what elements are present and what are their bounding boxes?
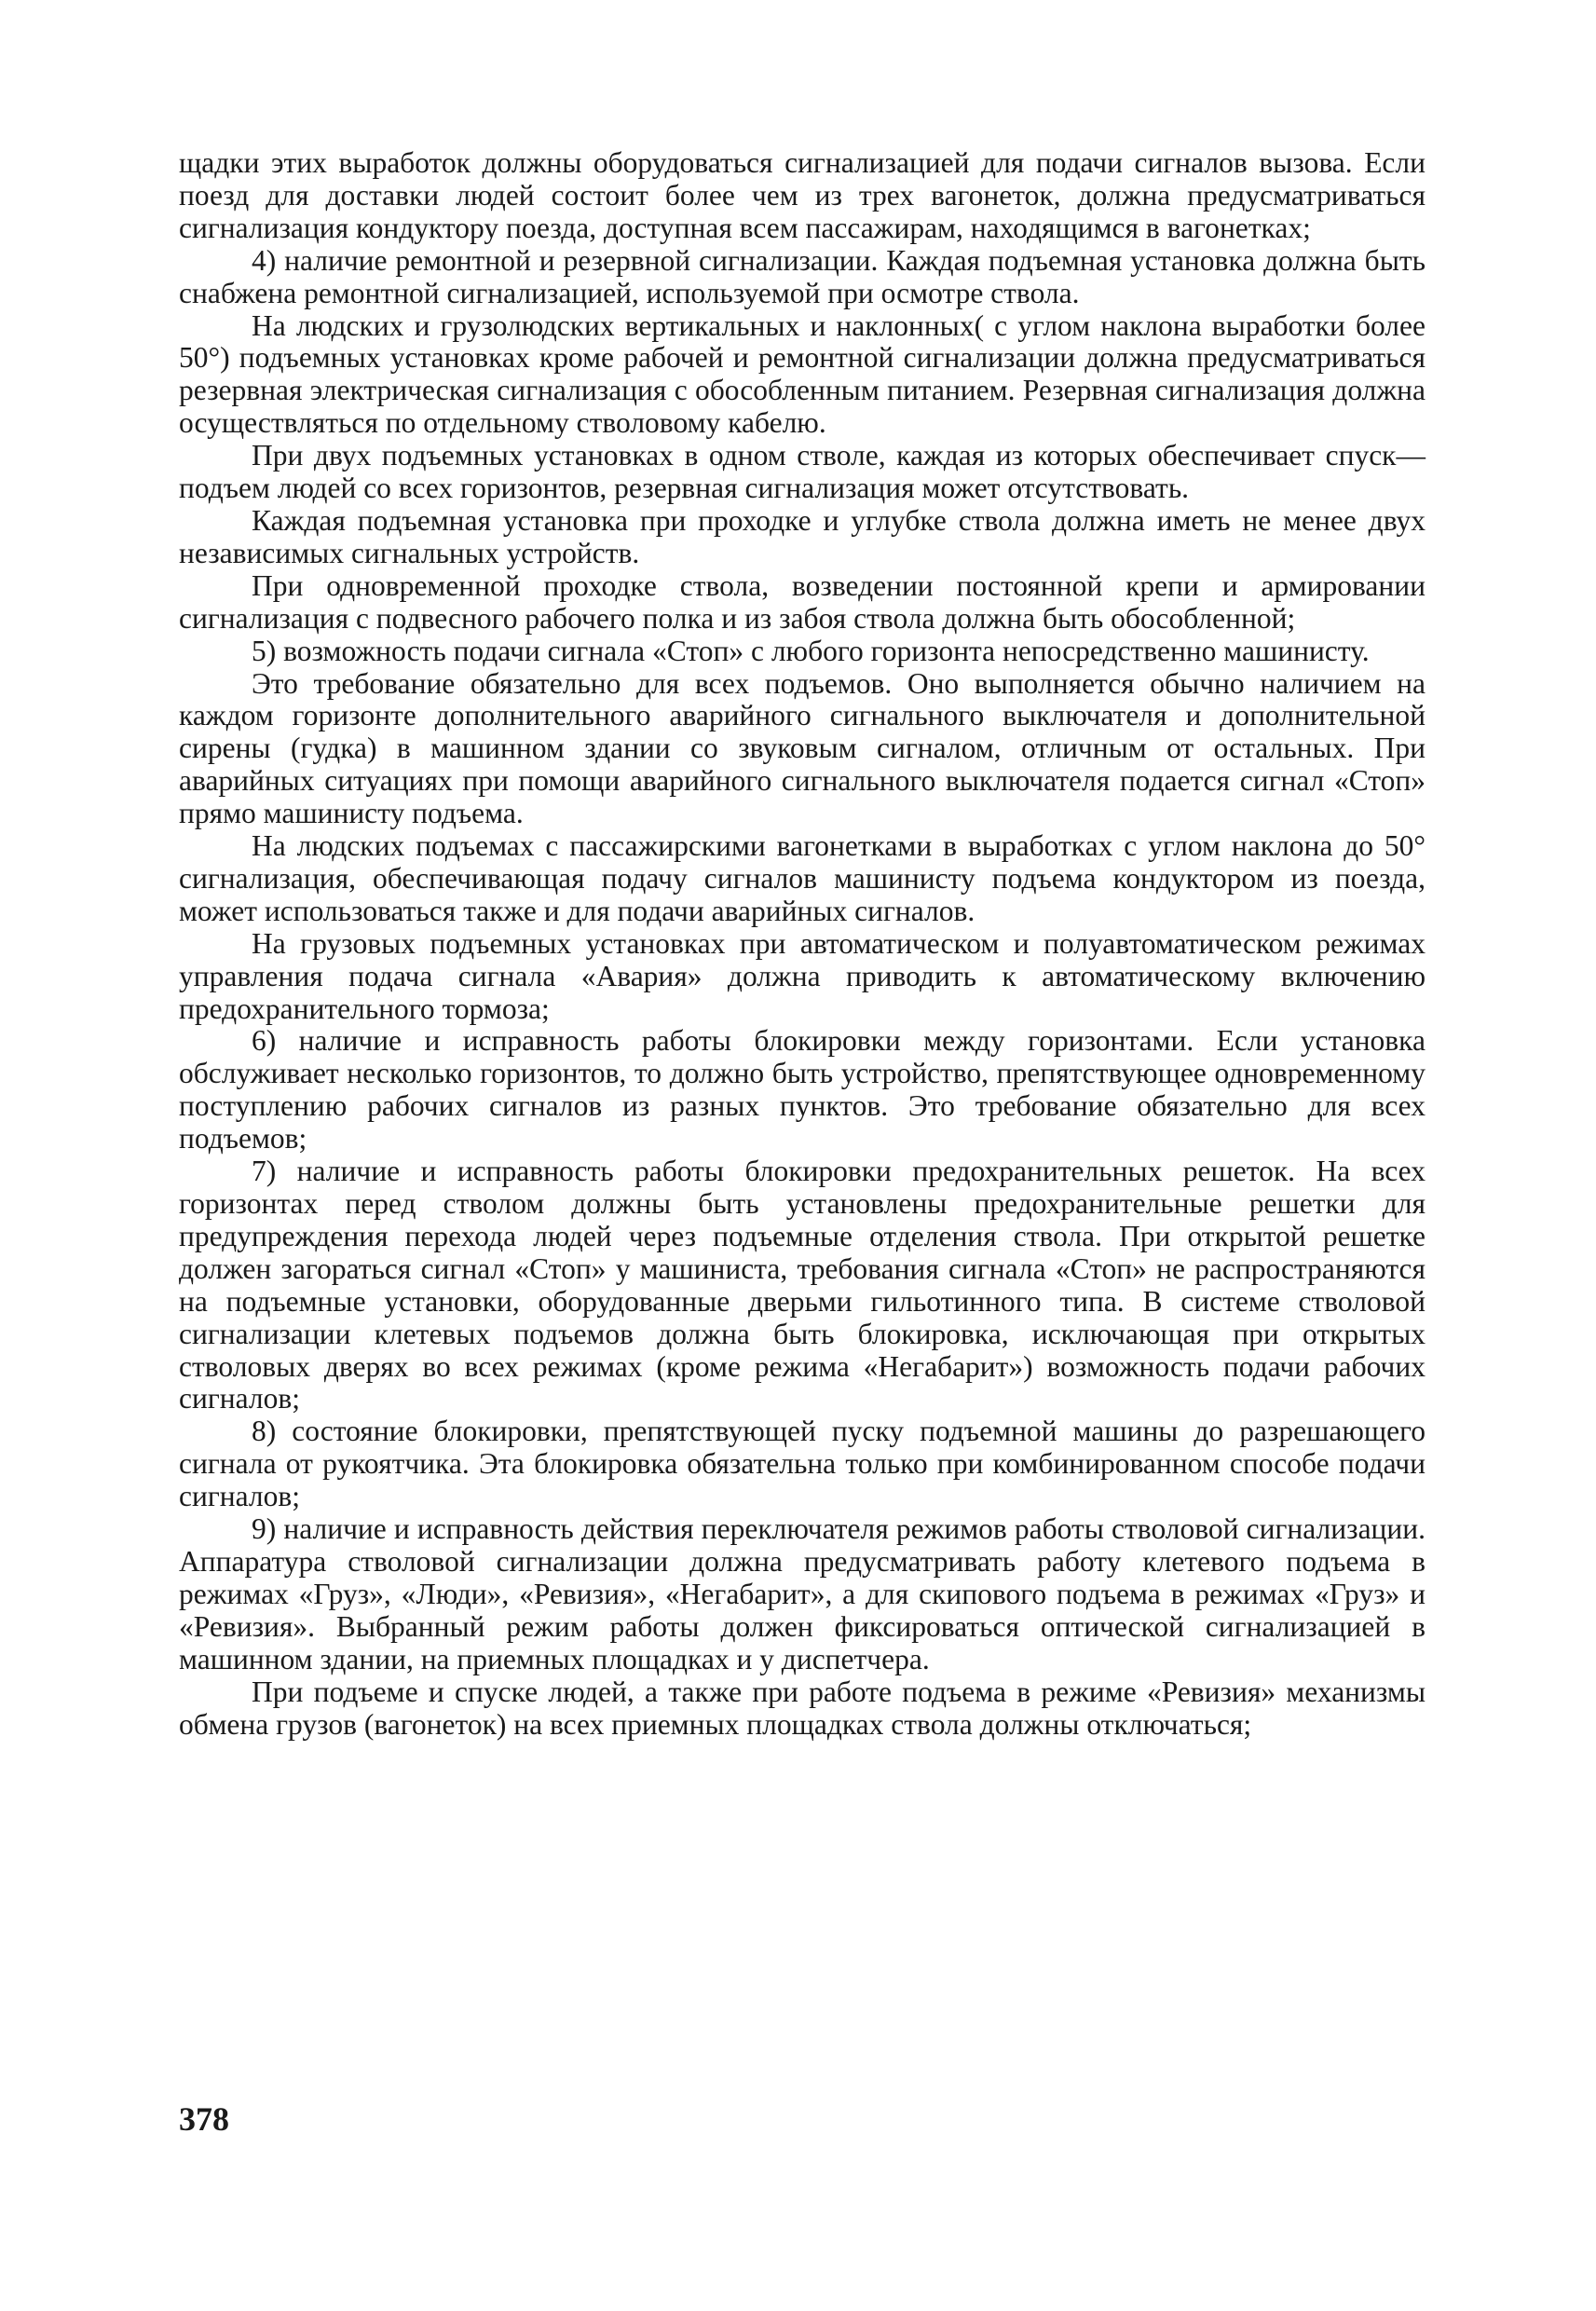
paragraph-9: На людских подъемах с пассажирскими вагонетками в выработках с углом наклона до 50° сигнализация, обеспечивающая подачу сигналов машинисту подъема кондуктором из поезда, может использоваться также и для подачи аварийных сигналов. bbox=[179, 829, 1425, 927]
paragraph-2: 4) наличие ремонтной и резервной сигнализации. Каждая подъемная установка должна быть снабжена ремонтной сигнализацией, используемой при осмотре ствола. bbox=[179, 243, 1425, 309]
paragraph-15: При подъеме и спуске людей, а также при работе подъема в режиме «Ревизия» механизмы обмена грузов (вагонеток) на всех приемных площадках ствола должны отключаться; bbox=[179, 1675, 1425, 1741]
paragraph-10: На грузовых подъемных установках при автоматическом и полуавтоматическом режимах управления подача сигнала «Авария» должна приводить к автоматическому включению предохранительного тормоза; bbox=[179, 926, 1425, 1025]
page-body bbox=[179, 147, 1425, 1741]
paragraph-13: 8) состояние блокировки, препятствующей пуску подъемной машины до разрешающего сигнала от рукоятчика. Эта блокировка обязательна только при комбинированном способе подачи сигналов; bbox=[179, 1415, 1425, 1513]
paragraph-14: 9) наличие и исправность действия переключателя режимов работы стволовой сигнализации. Аппаратура стволовой сигнализации должна предусматривать работу клетевого подъема в режимах «Груз», «Люди», «Ревизия», «Негабарит», а для скипового подъема в режимах «Груз» и «Ревизия». Выбранный режим работы должен фиксироваться оптической сигнализацией в машинном здании, на приемных площадках и у диспетчера. bbox=[179, 1512, 1425, 1675]
paragraph-1: щадки этих выработок должны оборудоваться сигнализацией для подачи сигналов вызова. Если поезд для доставки людей состоит более чем из трех вагонеток, должна предусматриваться сигнализация кондуктору поезда, доступная всем пассажирам, находящимся в вагонетках; bbox=[179, 146, 1425, 244]
paragraph-7: 5) возможность подачи сигнала «Стоп» с любого горизонта непосредственно машинисту. bbox=[252, 634, 1370, 667]
paragraph-11: 6) наличие и исправность работы блокировки между горизонтами. Если установка обслуживает несколько горизонтов, то должно быть устройство, препятствующее одновременному поступлению рабочих сигналов из разных пунктов. Это требование обязательно для всех подъемов; bbox=[179, 1024, 1425, 1156]
paragraph-5: Каждая подъемная установка при проходке и углубке ствола должна иметь не менее двух независимых сигнальных устройств. bbox=[179, 503, 1425, 569]
paragraph-8: Это требование обязательно для всех подъемов. Оно выполняется обычно наличием на каждом горизонте дополнительного аварийного сигнального выключателя и дополнительной сирены (гудка) в машинном здании со звуковым сигналом, отличным от остальных. При аварийных ситуациях при помощи аварийного сигнального выключателя подается сигнал «Стоп» прямо машинисту подъема. bbox=[179, 666, 1425, 830]
page-number: 378 bbox=[179, 2100, 229, 2138]
paragraph-3: На людских и грузолюдских вертикальных и наклонных( с углом наклона выработки более 50°) подъемных установках кроме рабочей и ремонтной сигнализации должна предусматриваться резервная электрическая сигнализация с обособленным питанием. Резервная сигнализация должна осуществляться по отдельному стволовому кабелю. bbox=[179, 308, 1425, 440]
paragraph-12: 7) наличие и исправность работы блокировки предохранительных решеток. На всех горизонтах перед стволом должны быть установлены предохранительные решетки для предупреждения перехода людей через подъемные отделения ствола. При открытой решетке должен загораться сигнал «Стоп» у машиниста, требования сигнала «Стоп» не распространяются на подъемные установки, оборудованные дверьми гильотинного типа. В системе стволовой сигнализации клетевых подъемов должна быть блокировка, исключающая при открытых стволовых дверях во всех режимах (кроме режима «Негабарит») возможность подачи рабочих сигналов; bbox=[179, 1155, 1425, 1415]
paragraph-4: При двух подъемных установках в одном стволе, каждая из которых обеспечивает спуск—подъем людей со всех горизонтов, резервная сигнализация может отсутствовать. bbox=[179, 439, 1425, 505]
paragraph-6: При одновременной проходке ствола, возведении постоянной крепи и армировании сигнализация с подвесного рабочего полка и из забоя ствола должна быть обособленной; bbox=[179, 568, 1425, 635]
